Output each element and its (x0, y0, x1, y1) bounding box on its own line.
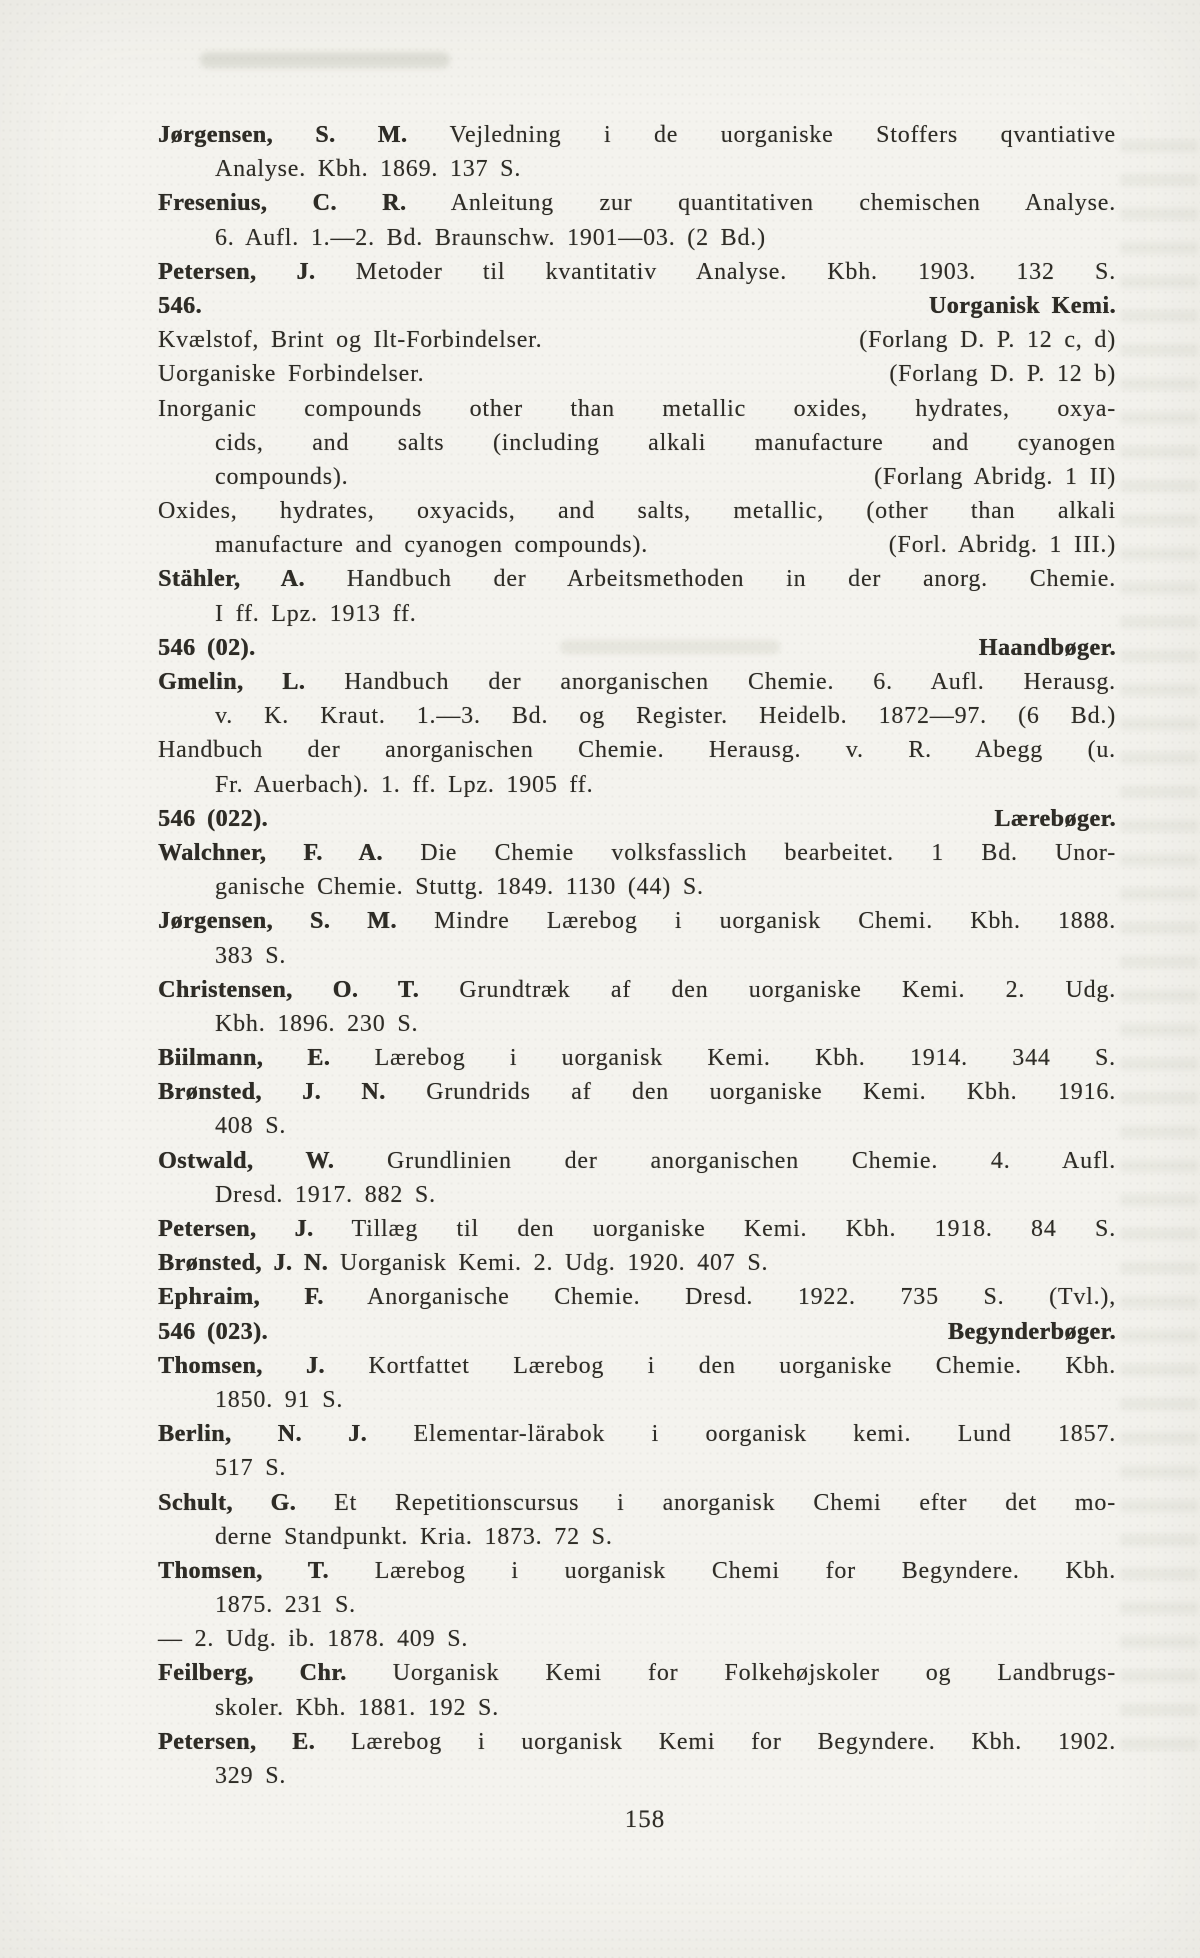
author-name: Thomsen, J. (158, 1352, 325, 1379)
bibliography-entry-line (158, 1212, 1116, 1246)
line-left-text: 6. Aufl. 1.—2. Bd. Braunschw. 1901—03. (2 Bd.) (215, 224, 766, 251)
bibliography-entry-line (158, 1554, 1116, 1588)
bibliography-line (158, 597, 1116, 631)
author-name: Brønsted, J. N. (158, 1250, 329, 1277)
reference-note: (Forlang D. P. 12 b) (889, 361, 1116, 388)
author-name: Petersen, E. (158, 1728, 316, 1755)
bibliography-line (158, 221, 1116, 255)
line-left-text: Jørgensen, S. M. Mindre Lærebog i uorganisk Chemi. Kbh. 1888. (158, 908, 1116, 935)
reference-note: (Forlang Abridg. 1 II) (874, 463, 1116, 490)
line-left-text: Jørgensen, S. M. Vejledning i de uorganiske Stoffers qvantiative (158, 122, 1116, 148)
line-left-text: Analyse. Kbh. 1869. 137 S. (215, 156, 522, 183)
author-name: Biilmann, E. (158, 1045, 331, 1072)
line-left-text: cids, and salts (including alkali manufacture and cyanogen (215, 429, 1116, 456)
bibliography-entry-line (158, 186, 1116, 220)
line-left-text: 408 S. (215, 1113, 287, 1140)
line-left-text: Petersen, E. Lærebog i uorganisk Kemi for Begyndere. Kbh. 1902. (158, 1728, 1116, 1755)
bibliography-line (158, 1520, 1116, 1554)
bibliography-line (158, 1109, 1116, 1143)
author-name: Christensen, O. T. (158, 976, 420, 1003)
author-name: Fresenius, C. R. (158, 190, 407, 217)
section-heading-line (158, 289, 1116, 323)
line-left-text (158, 802, 268, 836)
section-heading-line (158, 631, 1116, 665)
bibliography-line (158, 494, 1116, 528)
line-left-text: Petersen, J. Metoder til kvantitativ Analyse. Kbh. 1903. 132 S. (158, 258, 1116, 285)
bibliography-entry-line (158, 1349, 1116, 1383)
line-left-text: Fresenius, C. R. Anleitung zur quantitativen chemischen Analyse. (158, 190, 1116, 217)
line-left-text: Biilmann, E. Lærebog i uorganisk Kemi. Kbh. 1914. 344 S. (158, 1045, 1116, 1072)
bibliography-line (158, 460, 1116, 494)
bleed-through-artifact (200, 52, 450, 68)
line-left-text: derne Standpunkt. Kria. 1873. 72 S. (215, 1523, 613, 1550)
bibliography-line (158, 870, 1116, 904)
bibliography-line (158, 939, 1116, 973)
bibliography-line (158, 392, 1116, 426)
line-left-text: 329 S. (215, 1763, 287, 1789)
bibliography-entry-line (158, 118, 1116, 152)
bibliography-entry-line (158, 665, 1116, 699)
section-heading-line (158, 802, 1116, 836)
line-left-text (158, 631, 255, 665)
author-name: Thomsen, T. (158, 1557, 329, 1584)
line-left-text: Oxides, hydrates, oxyacids, and salts, metallic, (other than alkali (158, 498, 1116, 525)
line-left-text: Brønsted, J. N. Uorganisk Kemi. 2. Udg. 1920. 407 S. (158, 1250, 769, 1277)
bibliography-entry-line (158, 1486, 1116, 1520)
line-left-text: Feilberg, Chr. Uorganisk Kemi for Folkehøjskoler og Landbrugs- (158, 1660, 1116, 1687)
bibliography-line (158, 1622, 1116, 1656)
bibliography-entry-line (158, 562, 1116, 596)
line-left-text: manufacture and cyanogen compounds). (215, 532, 648, 559)
section-label: Begynderbøger. (947, 1318, 1116, 1345)
bibliography-entry-line (158, 255, 1116, 289)
line-left-text: compounds). (215, 463, 349, 490)
classification-code: 546. (158, 292, 202, 319)
bibliography-line (158, 1588, 1116, 1622)
line-left-text: Dresd. 1917. 882 S. (215, 1181, 436, 1208)
bibliography-entry-line (158, 1656, 1116, 1690)
bibliography-line (158, 1759, 1116, 1793)
line-left-text: ganische Chemie. Stuttg. 1849. 1130 (44) S. (215, 874, 704, 901)
line-left-text: 1875. 231 S. (215, 1592, 356, 1619)
bibliography-entry-line (158, 1280, 1116, 1314)
line-left-text: 517 S. (215, 1455, 287, 1482)
bibliography-line (158, 323, 1116, 357)
bibliography-entry-line (158, 1417, 1116, 1451)
bibliography-entry-line (158, 836, 1116, 870)
classification-code: 546 (023). (158, 1318, 268, 1345)
bibliography-entry-line (158, 1144, 1116, 1178)
author-name: Petersen, J. (158, 258, 316, 285)
line-left-text: Fr. Auerbach). 1. ff. Lpz. 1905 ff. (215, 771, 594, 798)
line-left-text: Thomsen, J. Kortfattet Lærebog i den uorganiske Chemie. Kbh. (158, 1352, 1116, 1379)
bibliography-entry-line (158, 1075, 1116, 1109)
author-name: Ostwald, W. (158, 1147, 335, 1174)
bibliography-entry-line (158, 1725, 1116, 1759)
author-name: Jørgensen, S. M. (158, 908, 397, 935)
line-left-text: Christensen, O. T. Grundtræk af den uorganiske Kemi. 2. Udg. (158, 976, 1116, 1003)
line-left-text: I ff. Lpz. 1913 ff. (215, 600, 417, 627)
bibliography-entry-line (158, 904, 1116, 938)
line-left-text (158, 289, 202, 323)
line-left-text: — 2. Udg. ib. 1878. 409 S. (158, 1626, 469, 1653)
bibliography-line (158, 1451, 1116, 1485)
bibliography-line (158, 768, 1116, 802)
line-left-text: Ostwald, W. Grundlinien der anorganischen Chemie. 4. Aufl. (158, 1147, 1117, 1174)
line-left-text: Kvælstof, Brint og Ilt-Forbindelser. (158, 327, 543, 354)
author-name: Brønsted, J. N. (158, 1079, 386, 1106)
reference-note: (Forl. Abridg. 1 III.) (888, 532, 1116, 559)
line-left-text: Thomsen, T. Lærebog i uorganisk Chemi for Begyndere. Kbh. (158, 1557, 1116, 1584)
line-left-text: Gmelin, L. Handbuch der anorganischen Chemie. 6. Aufl. Herausg. (158, 669, 1116, 695)
bibliography-line (158, 1383, 1116, 1417)
section-label: Lærebøger. (994, 805, 1116, 832)
section-label: Haandbøger. (978, 634, 1116, 661)
section-label: Uorganisk Kemi. (928, 292, 1116, 319)
line-left-text: Petersen, J. Tillæg til den uorganiske Kemi. Kbh. 1918. 84 S. (158, 1216, 1116, 1242)
page-number: 158 (624, 1806, 666, 1833)
bibliography-line (158, 1007, 1116, 1041)
bibliography-entry-line (158, 973, 1116, 1007)
reference-note: (Forlang D. P. 12 c, d) (859, 327, 1116, 354)
author-name: Jørgensen, S. M. (158, 122, 408, 148)
bibliography-line (158, 357, 1116, 391)
bibliography-line (158, 152, 1116, 186)
bibliography-entry-line (158, 1041, 1116, 1075)
author-name: Feilberg, Chr. (158, 1660, 347, 1687)
bibliography-line (158, 528, 1116, 562)
line-left-text: Ephraim, F. Anorganische Chemie. Dresd. 1922. 735 S. (Tvl.), (158, 1284, 1116, 1311)
line-left-text: Stähler, A. Handbuch der Arbeitsmethoden in der anorg. Chemie. (158, 566, 1116, 593)
author-name: Walchner, F. A. (158, 839, 383, 866)
line-left-text: skoler. Kbh. 1881. 192 S. (215, 1694, 500, 1721)
line-left-text: Walchner, F. A. Die Chemie volksfasslich bearbeitet. 1 Bd. Unor- (158, 839, 1116, 866)
author-name: Gmelin, L. (158, 669, 306, 695)
line-left-text: Berlin, N. J. Elementar-lärabok i oorganisk kemi. Lund 1857. (158, 1421, 1116, 1448)
classification-code: 546 (022). (158, 805, 268, 832)
line-left-text: 1850. 91 S. (215, 1386, 344, 1413)
line-left-text: Inorganic compounds other than metallic oxides, hydrates, oxya- (158, 395, 1116, 422)
bibliography-line (158, 733, 1116, 767)
line-left-text: Handbuch der anorganischen Chemie. Herausg. v. R. Abegg (u. (158, 737, 1116, 764)
author-name: Petersen, J. (158, 1216, 314, 1242)
bibliography-entry-line (158, 1246, 1116, 1280)
bleed-through-artifact (1120, 140, 1198, 1760)
classification-code: 546 (02). (158, 634, 256, 661)
author-name: Berlin, N. J. (158, 1421, 368, 1448)
line-left-text: Kbh. 1896. 230 S. (215, 1010, 419, 1037)
line-left-text: 383 S. (215, 942, 287, 969)
line-left-text: Uorganiske Forbindelser. (158, 361, 425, 388)
bibliography-line (158, 1691, 1116, 1725)
author-name: Stähler, A. (158, 566, 305, 593)
bibliography-text-block (158, 118, 1116, 1793)
bibliography-line (158, 699, 1116, 733)
line-left-text: Schult, G. Et Repetitionscursus i anorganisk Chemi efter det mo- (158, 1489, 1116, 1516)
line-left-text (158, 1315, 268, 1349)
line-left-text: Brønsted, J. N. Grundrids af den uorganiske Kemi. Kbh. 1916. (158, 1079, 1116, 1106)
section-heading-line (158, 1315, 1116, 1349)
author-name: Schult, G. (158, 1489, 297, 1516)
bibliography-line (158, 426, 1116, 460)
line-left-text: v. K. Kraut. 1.—3. Bd. og Register. Heidelb. 1872—97. (6 Bd.) (215, 703, 1116, 730)
bibliography-line (158, 1178, 1116, 1212)
author-name: Ephraim, F. (158, 1284, 324, 1311)
